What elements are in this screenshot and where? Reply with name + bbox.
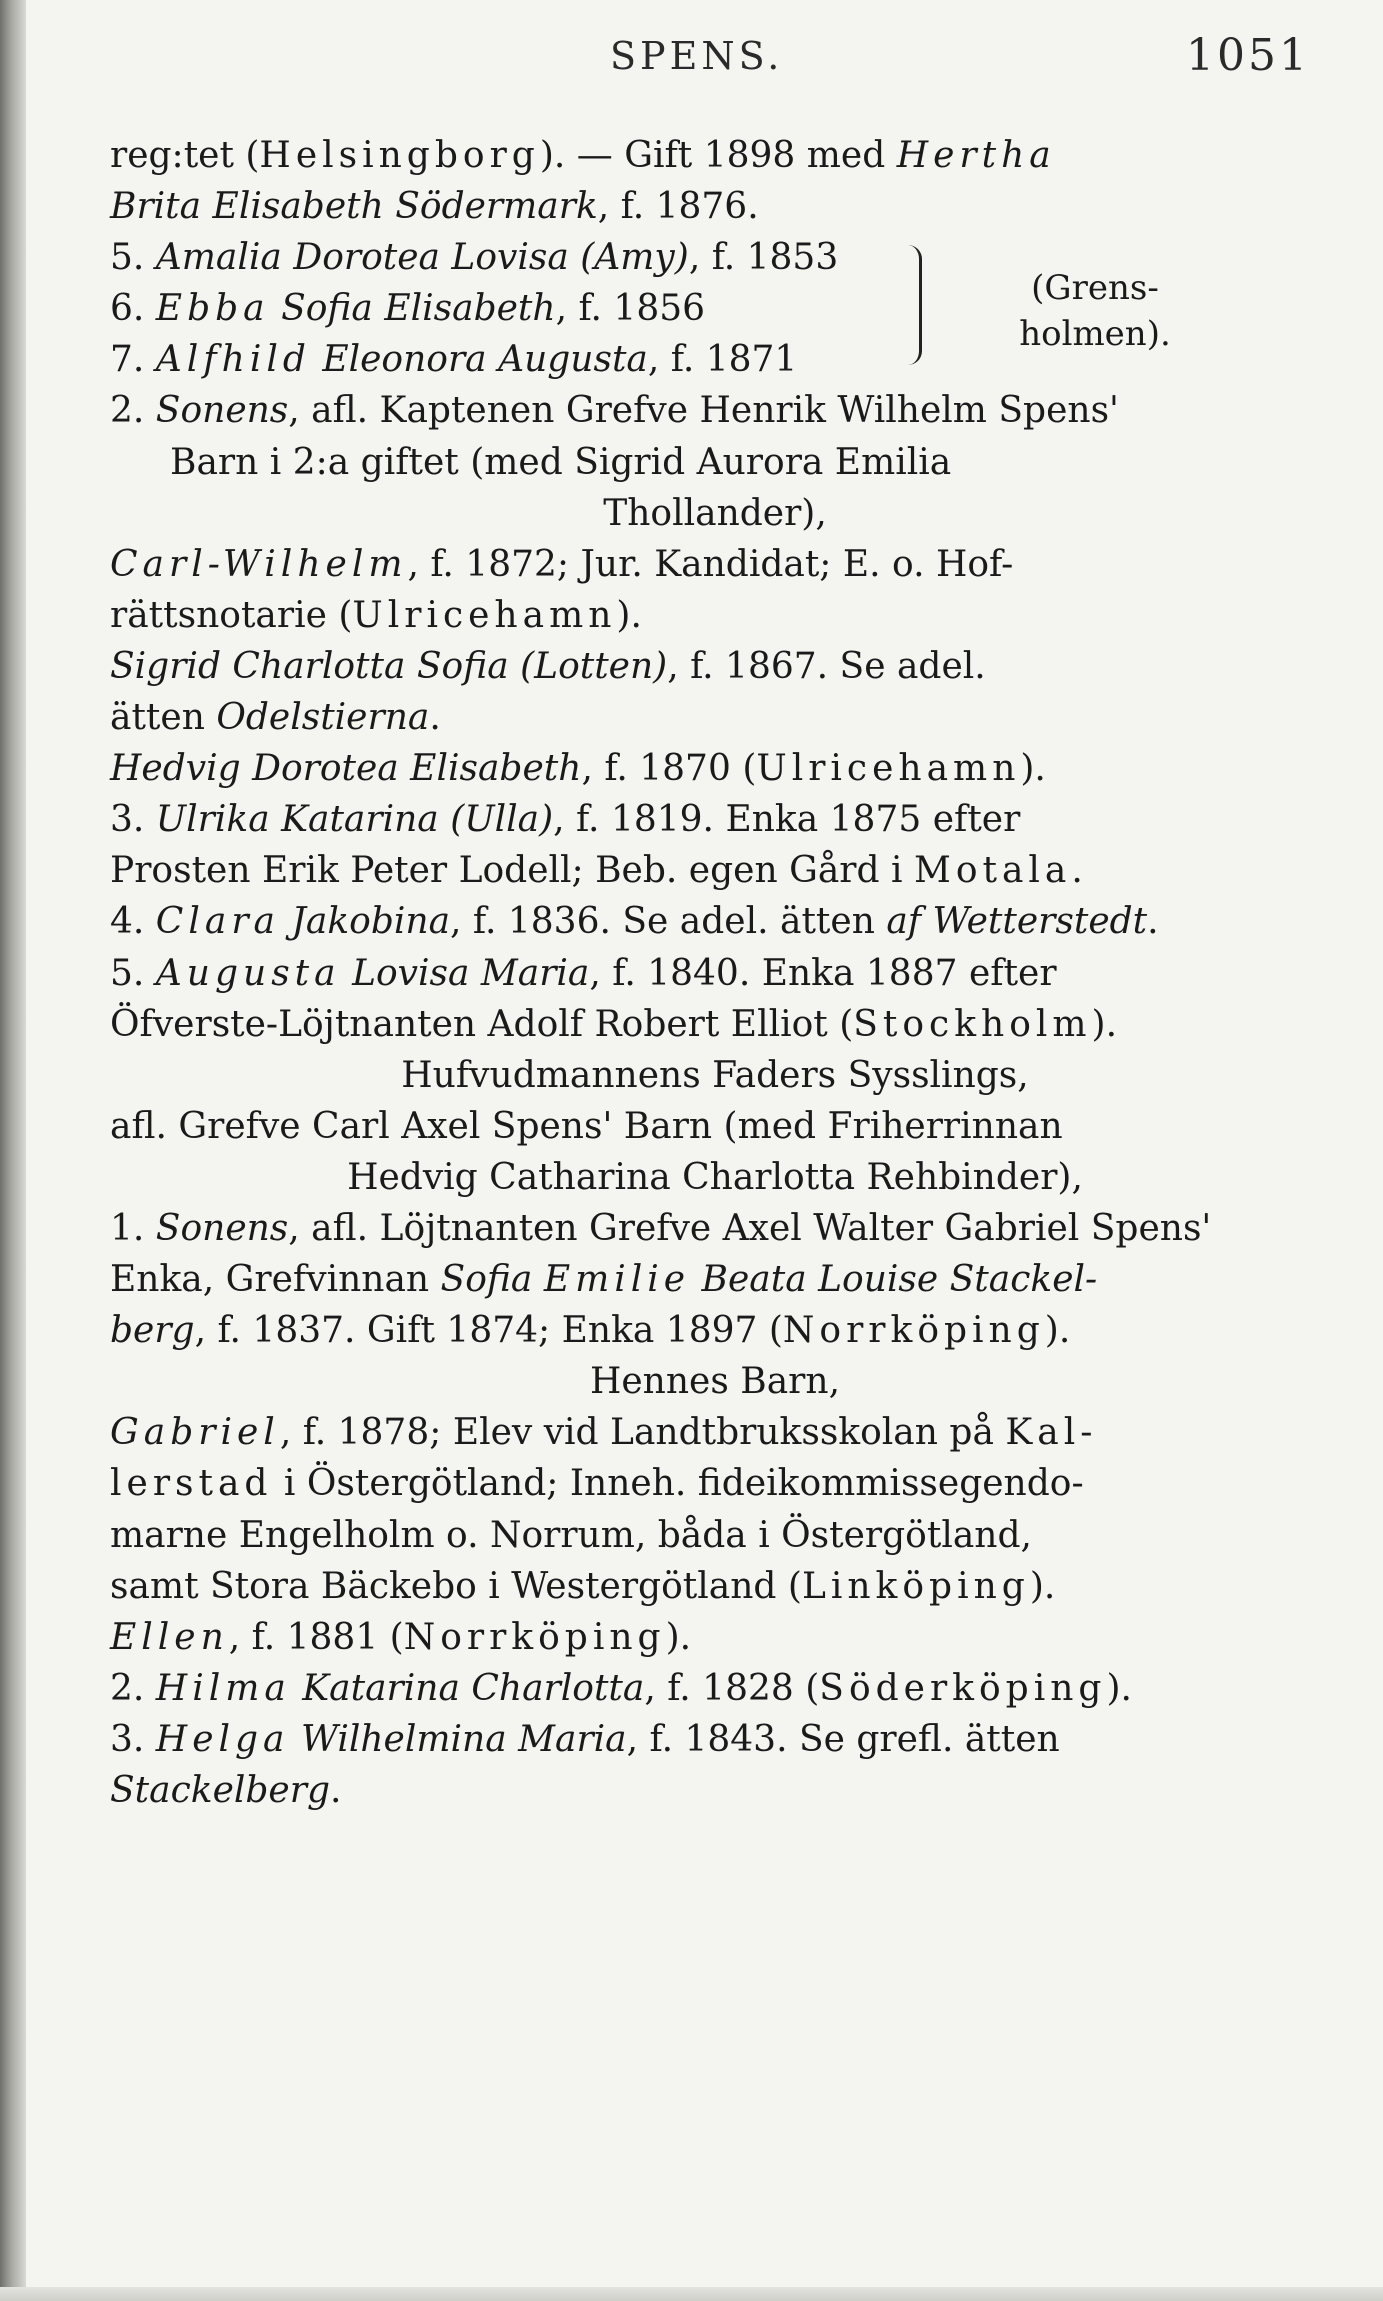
- text-segment: Stackelberg: [110, 1770, 330, 1811]
- text-line: [110, 1612, 1320, 1663]
- text-segment: Odelstierna: [216, 697, 430, 739]
- text-line: [110, 1101, 1320, 1152]
- text-segment: berg: [110, 1310, 195, 1352]
- text-segment: Carl-Wilhelm: [110, 543, 408, 585]
- text-segment: 4.: [110, 901, 156, 943]
- text-segment: Jakobina: [280, 901, 451, 943]
- text-segment: Norrköping: [403, 1616, 666, 1658]
- text-segment: Öfverste-Löjtnanten Adolf Robert Elliot (: [110, 1003, 854, 1045]
- text-segment: ). — Gift 1898 med: [539, 135, 897, 176]
- text-segment: Motala: [913, 850, 1072, 892]
- text-segment: Barn i 2:a giftet (med Sigrid Aurora Emilia: [170, 441, 952, 483]
- text-segment: reg:tet (: [110, 135, 260, 176]
- text-segment: ).: [616, 594, 642, 636]
- text-segment: , f. 1853: [688, 237, 839, 279]
- text-segment: ).: [1020, 748, 1046, 790]
- text-segment: , f. 1836. Se adel. ätten: [450, 901, 887, 943]
- text-segment: Sofia: [440, 1259, 533, 1301]
- text-line: [110, 1050, 1320, 1101]
- text-segment: af Wetterstedt: [886, 901, 1148, 943]
- text-segment: , f. 1871: [647, 339, 798, 381]
- text-segment: Hufvudmannens Faders Sysslings,: [401, 1054, 1029, 1096]
- text-segment: [532, 1259, 543, 1300]
- text-segment: Gabriel: [110, 1412, 280, 1454]
- text-segment: Emilie: [543, 1259, 691, 1301]
- text-segment: ).: [1091, 1003, 1118, 1045]
- page-bottom-edge: [0, 2287, 1383, 2301]
- text-segment: ).: [1044, 1310, 1071, 1352]
- text-segment: Prosten Erik Peter Lodell; Beb. egen Gård i: [110, 850, 914, 892]
- text-segment: ).: [1106, 1667, 1132, 1709]
- text-segment: Katarina Charlotta: [290, 1667, 645, 1709]
- text-segment: Sofia Elisabeth: [269, 288, 556, 330]
- text-segment: 2.: [110, 390, 156, 432]
- book-binding-edge: [0, 0, 26, 2301]
- text-segment: marne Engelholm o. Norrum, båda i Östergötland,: [110, 1514, 1032, 1556]
- text-segment: Hennes Barn,: [589, 1361, 841, 1403]
- text-line: [110, 999, 1320, 1050]
- text-segment: Enka, Grefvinnan: [110, 1259, 441, 1301]
- text-line: [110, 1765, 1320, 1816]
- text-segment: Söderköping: [819, 1667, 1107, 1709]
- text-segment: 3.: [110, 799, 156, 841]
- text-segment: Ulricehamn: [756, 748, 1021, 790]
- text-segment: i Östergötland; Inneh. fideikommissegendo-: [272, 1463, 1084, 1505]
- text-line: [110, 1663, 1320, 1714]
- text-segment: Stockholm: [853, 1003, 1092, 1045]
- text-line: [110, 488, 1320, 539]
- text-line: [110, 539, 1320, 590]
- page-header: [110, 20, 1310, 90]
- brace-annotation: (Grens- holmen).: [1019, 268, 1171, 354]
- text-segment: , f. 1881 (: [228, 1616, 404, 1658]
- text-segment: Clara: [155, 901, 280, 943]
- text-segment: Augusta: [155, 952, 341, 994]
- text-segment: Brita Elisabeth Södermark: [110, 186, 598, 228]
- text-segment: .: [429, 697, 441, 739]
- text-segment: Sonens: [155, 390, 289, 432]
- text-line: [110, 385, 1320, 436]
- text-segment: 1.: [110, 1207, 156, 1249]
- page-number: 1051: [1186, 30, 1310, 81]
- text-segment: , f. 1856: [555, 288, 706, 330]
- text-segment: 6.: [110, 288, 156, 330]
- text-segment: lerstad: [110, 1463, 273, 1505]
- text-segment: Ulricehamn: [352, 594, 617, 636]
- text-segment: Wilhelmina Maria: [289, 1718, 627, 1760]
- text-segment: 3.: [110, 1718, 156, 1760]
- text-segment: Hedvig Dorotea Elisabeth: [110, 748, 582, 790]
- text-segment: , f. 1870 (: [581, 748, 757, 790]
- text-segment: Hertha: [896, 135, 1056, 176]
- text-segment: Hilma: [155, 1667, 291, 1709]
- text-segment: 5.: [110, 237, 156, 279]
- text-segment: Ellen: [110, 1616, 229, 1658]
- page-body: [110, 130, 1320, 1816]
- text-segment: , f. 1819. Enka 1875 efter: [553, 799, 1021, 841]
- text-line: [110, 794, 1320, 845]
- text-line: [110, 692, 1320, 743]
- text-segment: 2.: [110, 1667, 156, 1709]
- text-line: [110, 181, 1320, 232]
- text-line: [110, 437, 1320, 488]
- text-line: [110, 1561, 1320, 1612]
- text-line: [110, 1305, 1320, 1356]
- text-segment: Lovisa Maria: [340, 952, 590, 994]
- text-segment: Norrköping: [782, 1310, 1045, 1352]
- text-segment: , f. 1876.: [597, 186, 759, 228]
- text-segment: , afl. Kaptenen Grefve Henrik Wilhelm Spens': [288, 390, 1119, 432]
- running-title: SPENS.: [610, 34, 784, 78]
- text-segment: Eleonora Augusta: [310, 339, 648, 381]
- grouping-brace: [905, 245, 922, 365]
- text-line: [110, 896, 1320, 947]
- text-segment: Ebba: [155, 288, 270, 330]
- text-line: [110, 1458, 1320, 1509]
- text-segment: ).: [1029, 1565, 1056, 1607]
- text-line: [110, 845, 1320, 896]
- text-segment: , f. 1867. Se adel.: [667, 645, 986, 687]
- text-segment: Helsingborg: [259, 135, 540, 176]
- text-segment: samt Stora Bäckebo i Westergötland (: [110, 1565, 802, 1607]
- text-segment: Linköping: [801, 1565, 1030, 1607]
- text-segment: , f. 1837. Gift 1874; Enka 1897 (: [194, 1310, 783, 1352]
- text-segment: , f. 1878; Elev vid Landtbruksskolan på: [279, 1412, 1006, 1454]
- text-segment: Helga: [155, 1718, 290, 1760]
- text-segment: afl. Grefve Carl Axel Spens' Barn (med Friherrinnan: [110, 1105, 1063, 1147]
- text-segment: Amalia Dorotea Lovisa (Amy): [155, 237, 689, 279]
- text-segment: , f. 1828 (: [644, 1667, 820, 1709]
- text-segment: 7.: [110, 339, 156, 381]
- text-line: [110, 1407, 1320, 1458]
- text-segment: Hedvig Catharina Charlotta Rehbinder),: [347, 1156, 1083, 1198]
- text-line: [110, 1356, 1320, 1407]
- text-line: [110, 1254, 1320, 1305]
- text-segment: Alfhild: [155, 339, 311, 381]
- text-segment: , f. 1843. Se grefl. ätten: [626, 1718, 1060, 1760]
- text-line: [110, 590, 1320, 641]
- text-line: [110, 948, 1320, 999]
- text-segment: Sigrid Charlotta Sofia (Lotten): [110, 645, 668, 687]
- text-line: [110, 1714, 1320, 1765]
- text-segment: Ulrika Katarina (Ulla): [155, 799, 554, 841]
- text-line: [110, 130, 1320, 181]
- text-segment: , f. 1872; Jur. Kandidat; E. o. Hof-: [407, 543, 1014, 585]
- text-segment: .: [1147, 901, 1159, 943]
- text-segment: Sonens: [155, 1207, 289, 1249]
- text-segment: .: [1071, 850, 1083, 892]
- text-segment: Kal-: [1005, 1412, 1098, 1454]
- text-line: [110, 1203, 1320, 1254]
- text-segment: .: [330, 1770, 342, 1811]
- text-segment: ).: [665, 1616, 692, 1658]
- text-segment: Beata Louise Stackel-: [690, 1259, 1098, 1301]
- text-line: [110, 1510, 1320, 1561]
- text-segment: rättsnotarie (: [110, 594, 353, 636]
- text-segment: ätten: [110, 697, 217, 739]
- text-segment: , afl. Löjtnanten Grefve Axel Walter Gabriel Spens': [288, 1207, 1212, 1249]
- text-line: [110, 1152, 1320, 1203]
- text-segment: , f. 1840. Enka 1887 efter: [589, 952, 1057, 994]
- text-line: [110, 641, 1320, 692]
- text-line: [110, 743, 1320, 794]
- text-segment: 5.: [110, 952, 156, 994]
- text-segment: Thollander),: [603, 492, 827, 534]
